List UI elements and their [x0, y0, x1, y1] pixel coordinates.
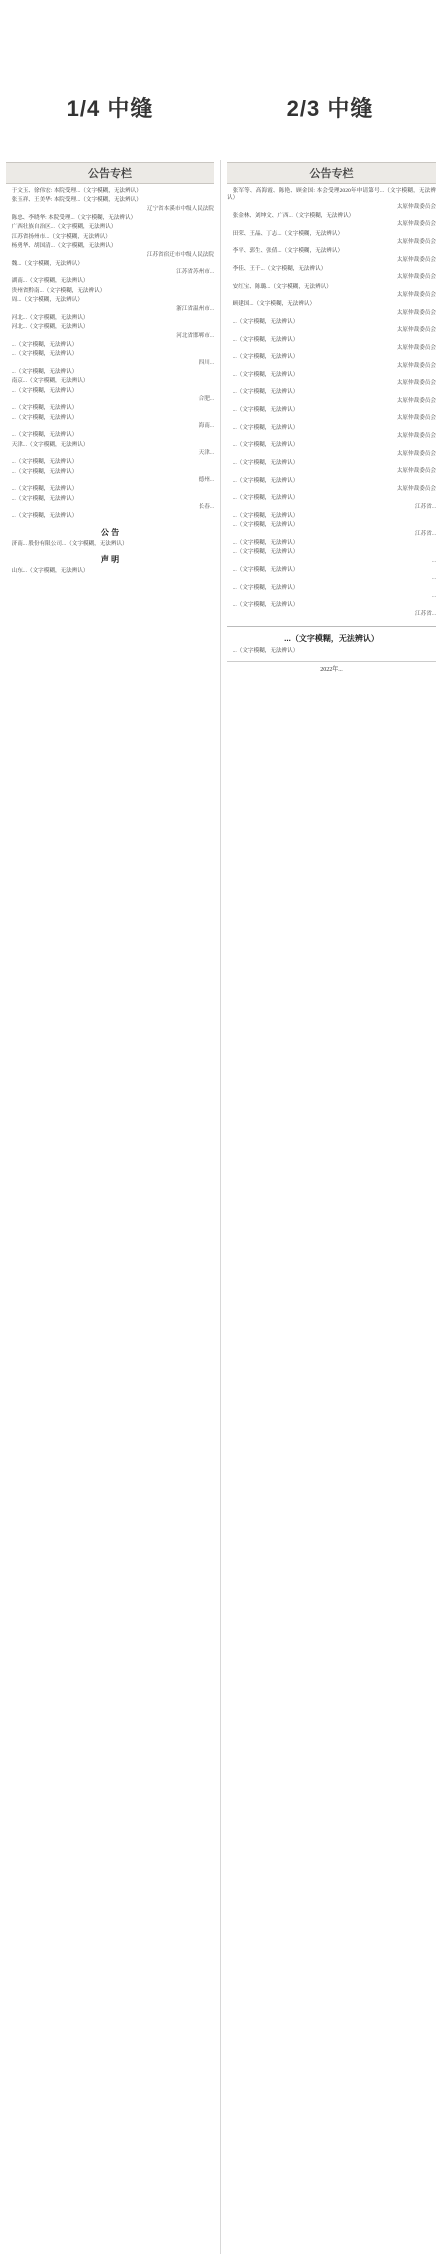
notice-body: 湖南...（文字模糊，无法辨认）: [11, 278, 89, 285]
notice-body: 于文玉、徐伟宏: 本院受理...（文字模糊，无法辨认）: [11, 188, 142, 194]
notice-body: 广西壮族自治区...（文字模糊，无法辨认）: [11, 224, 117, 231]
notice-issuer: 太原仲裁委员会: [396, 203, 436, 210]
notice-issuer: 江苏省...: [415, 503, 436, 510]
notice-item: [6, 442, 214, 458]
notice-body: ...（文字模糊，无法辨认）: [232, 371, 299, 378]
right-section-band: 公告专栏: [227, 162, 436, 184]
notice-item: [6, 432, 214, 439]
notice-item: [227, 319, 436, 335]
notice-issuer: 浙江省温州市...: [176, 305, 214, 312]
notice-issuer: 太原仲裁委员会: [396, 344, 436, 351]
gonggao-section-title: 公 告: [100, 527, 120, 537]
notice-item: [227, 213, 436, 229]
notice-item: [6, 278, 214, 285]
notice-item: [6, 351, 214, 367]
notice-body: ...（文字模糊，无法辨认）: [232, 459, 299, 466]
notice-body: 天津...（文字模糊，无法辨认）: [11, 441, 89, 448]
notice-issuer: 江苏省苏州市...: [176, 269, 214, 276]
notice-item: [6, 234, 214, 241]
notice-body: ...（文字模糊，无法辨认）: [232, 539, 299, 546]
notice-item: [6, 342, 214, 349]
notice-body: 江苏省扬州市...（文字模糊，无法辨认）: [11, 233, 111, 240]
notice-issuer: 太原仲裁委员会: [396, 256, 436, 263]
notice-item: [6, 388, 214, 404]
notice-body: ...（文字模糊，无法辨认）: [232, 389, 299, 396]
notice-body: 贵州省黔南...（文字模糊，无法辨认）: [11, 287, 106, 294]
notice-item: [227, 188, 436, 211]
notice-item: [6, 378, 214, 385]
notice-body: ...（文字模糊，无法辨认）: [11, 368, 78, 375]
left-notice-list: [6, 188, 214, 521]
page-header-left: 1/4 中缝: [66, 96, 154, 121]
notice-item: [6, 496, 214, 512]
notice-item: [227, 460, 436, 476]
notice-item: [227, 407, 436, 423]
notice-body: 周...（文字模糊，无法辨认）: [11, 297, 83, 304]
notice-item: [6, 197, 214, 213]
notice-body: ...（文字模糊，无法辨认）: [11, 513, 78, 520]
page-header-right: 2/3 中缝: [286, 96, 374, 121]
notice-item: [227, 337, 436, 353]
shengming-notice: [6, 568, 214, 575]
notice-issuer: 太原仲裁委员会: [396, 415, 436, 422]
notice-issuer: 合肥...: [198, 395, 214, 402]
notice-item: [6, 297, 214, 313]
notice-body: ...（文字模糊，无法辨认）: [232, 477, 299, 484]
notice-body: 陈忠、李晓华: 本院受理...（文字模糊，无法辨认）: [11, 215, 137, 222]
notice-body: ...（文字模糊，无法辨认）: [232, 407, 299, 414]
notice-item: [227, 372, 436, 388]
right-bottom-title: ...（文字模糊，无法辨认）: [284, 633, 379, 643]
notice-body: ...（文字模糊，无法辨认）: [11, 341, 78, 348]
notice-item: [227, 389, 436, 405]
notice-item: [227, 522, 436, 538]
notice-issuer: 四川...: [198, 359, 214, 366]
notice-body: 张金林、刘坤文、广西...（文字模糊，无法辨认）: [232, 213, 355, 220]
notice-issuer: 太原仲裁委员会: [396, 239, 436, 246]
right-notice-list: [227, 188, 436, 618]
notice-body: ...（文字模糊，无法辨认）: [232, 318, 299, 325]
notice-issuer: 太原仲裁委员会: [396, 380, 436, 387]
notice-issuer: 太原仲裁委员会: [396, 397, 436, 404]
notice-issuer: 太原仲裁委员会: [396, 468, 436, 475]
shengming-section-title: 声 明: [100, 555, 120, 565]
notice-body: 南京...（文字模糊，无法辨认）: [11, 378, 89, 385]
notice-body: ...（文字模糊，无法辨认）: [232, 549, 299, 556]
notice-item: [6, 315, 214, 322]
notice-issuer: ...: [431, 575, 436, 582]
notice-item: [6, 261, 214, 277]
notice-body: ...（文字模糊，无法辨认）: [232, 522, 299, 529]
notice-issuer: 太原仲裁委员会: [396, 221, 436, 228]
notice-item: [227, 248, 436, 264]
notice-item: [227, 266, 436, 282]
notice-item: [6, 224, 214, 231]
notice-body: ...（文字模糊，无法辨认）: [11, 495, 78, 502]
notice-body: ...（文字模糊，无法辨认）: [11, 351, 78, 358]
notice-body: ...（文字模糊，无法辨认）: [11, 432, 78, 439]
notice-body: ...（文字模糊，无法辨认）: [232, 354, 299, 361]
notice-body: 张玉祥、王美华: 本院受理...（文字模糊，无法辨认）: [11, 197, 142, 204]
notice-body: ...（文字模糊，无法辨认）: [232, 495, 299, 502]
notice-item: [6, 405, 214, 412]
notice-item: [6, 288, 214, 295]
notice-body: ...（文字模糊，无法辨认）: [232, 512, 299, 519]
notice-item: [6, 459, 214, 466]
notice-body: 杨勇华、胡国清...（文字模糊，无法辨认）: [11, 243, 117, 250]
notice-issuer: 长春...: [198, 504, 214, 511]
notice-issuer: 太原仲裁委员会: [396, 362, 436, 369]
notice-body: 河北...（文字模糊，无法辨认）: [11, 324, 89, 331]
notice-body: ...（文字模糊，无法辨认）: [11, 405, 78, 412]
notice-item: [227, 301, 436, 317]
notice-body: 安红宝、陈璐...（文字模糊，无法辨认）: [232, 283, 332, 290]
notice-issuer: 太原仲裁委员会: [396, 309, 436, 316]
notice-item: [227, 284, 436, 300]
notice-issuer: 江苏省...: [415, 610, 436, 617]
notice-item: [227, 231, 436, 247]
notice-item: [6, 324, 214, 340]
notice-item: [227, 602, 436, 618]
notice-item: [6, 215, 214, 222]
notice-issuer: ...: [431, 592, 436, 599]
notice-item: [227, 513, 436, 520]
notice-issuer: 河北省邯郸市...: [176, 332, 214, 339]
notice-body: ...（文字模糊，无法辨认）: [11, 414, 78, 421]
gonggao-body: 济南... 股份有限公司...（文字模糊，无法辨认）: [11, 540, 128, 547]
notice-item: [6, 469, 214, 485]
notice-body: ...（文字模糊，无法辨认）: [11, 459, 78, 466]
notice-item: [227, 567, 436, 583]
gonggao-notice: [6, 541, 214, 548]
notice-body: 李平、郭生、张倩...（文字模糊，无法辨认）: [232, 248, 344, 255]
notice-issuer: 天津...: [198, 450, 214, 456]
notice-issuer: 江苏省宿迁市中级人民法院: [146, 251, 214, 258]
notice-item: [6, 243, 214, 259]
notice-body: ...（文字模糊，无法辨认）: [11, 387, 78, 394]
notice-body: ...（文字模糊，无法辨认）: [232, 336, 299, 343]
notice-body: ...（文字模糊，无法辨认）: [232, 442, 299, 449]
notice-issuer: 太原仲裁委员会: [396, 486, 436, 492]
left-section-band: 公告专栏: [6, 162, 214, 184]
notice-item: [227, 478, 436, 494]
notice-issuer: ...: [431, 557, 436, 564]
notice-issuer: 辽宁省本溪市中级人民法院: [146, 205, 214, 212]
notice-body: 顾建国...（文字模糊，无法辨认）: [232, 301, 316, 308]
notice-body: ...（文字模糊，无法辨认）: [11, 486, 78, 493]
notice-body: ...（文字模糊，无法辨认）: [232, 602, 299, 609]
notice-body: ...（文字模糊，无法辨认）: [232, 566, 299, 573]
notice-item: [6, 369, 214, 376]
notice-item: [6, 188, 214, 195]
notice-issuer: 太原仲裁委员会: [396, 327, 436, 334]
notice-body: ...（文字模糊，无法辨认）: [232, 584, 299, 591]
notice-issuer: 太原仲裁委员会: [396, 450, 436, 457]
notice-issuer: 海南...: [198, 422, 214, 429]
notice-item: [227, 585, 436, 601]
notice-body: ...（文字模糊，无法辨认）: [11, 468, 78, 475]
right-column: [221, 160, 442, 2254]
left-column: [0, 160, 221, 2254]
notice-body: 魏...（文字模糊，无法辨认）: [11, 260, 83, 267]
notice-issuer: 德州...: [198, 477, 214, 484]
notice-item: [227, 354, 436, 370]
notice-body: 李佳、王千...（文字模糊，无法辨认）: [232, 265, 327, 272]
notice-item: [227, 442, 436, 458]
notice-body: 张军等、高海霞、陈艳、顾金国: 本会受理2020年申请第号...（文字模糊，无法辨认）: [227, 188, 436, 202]
notice-item: [6, 415, 214, 431]
notice-body: 河北...（文字模糊，无法辨认）: [11, 314, 89, 321]
notice-item: [227, 540, 436, 547]
notice-item: [6, 486, 214, 493]
notice-item: [227, 425, 436, 441]
notice-item: [227, 549, 436, 565]
notice-issuer: 太原仲裁委员会: [396, 274, 436, 281]
notice-issuer: 太原仲裁委员会: [396, 291, 436, 298]
notice-item: [6, 513, 214, 520]
shengming-body: 山东...（文字模糊，无法辨认）: [11, 568, 89, 575]
notice-body: 田荣、王晶、丁志...（文字模糊，无法辨认）: [232, 230, 344, 237]
notice-issuer: 江苏省...: [415, 530, 436, 537]
right-bottom-body: ...（文字模糊，无法辨认）: [232, 648, 299, 655]
right-footer: 2022年...: [227, 661, 436, 673]
notice-body: ...（文字模糊，无法辨认）: [232, 424, 299, 431]
right-bottom-notice: [227, 626, 436, 674]
notice-issuer: 太原仲裁委员会: [396, 433, 436, 440]
notice-item: [227, 495, 436, 511]
